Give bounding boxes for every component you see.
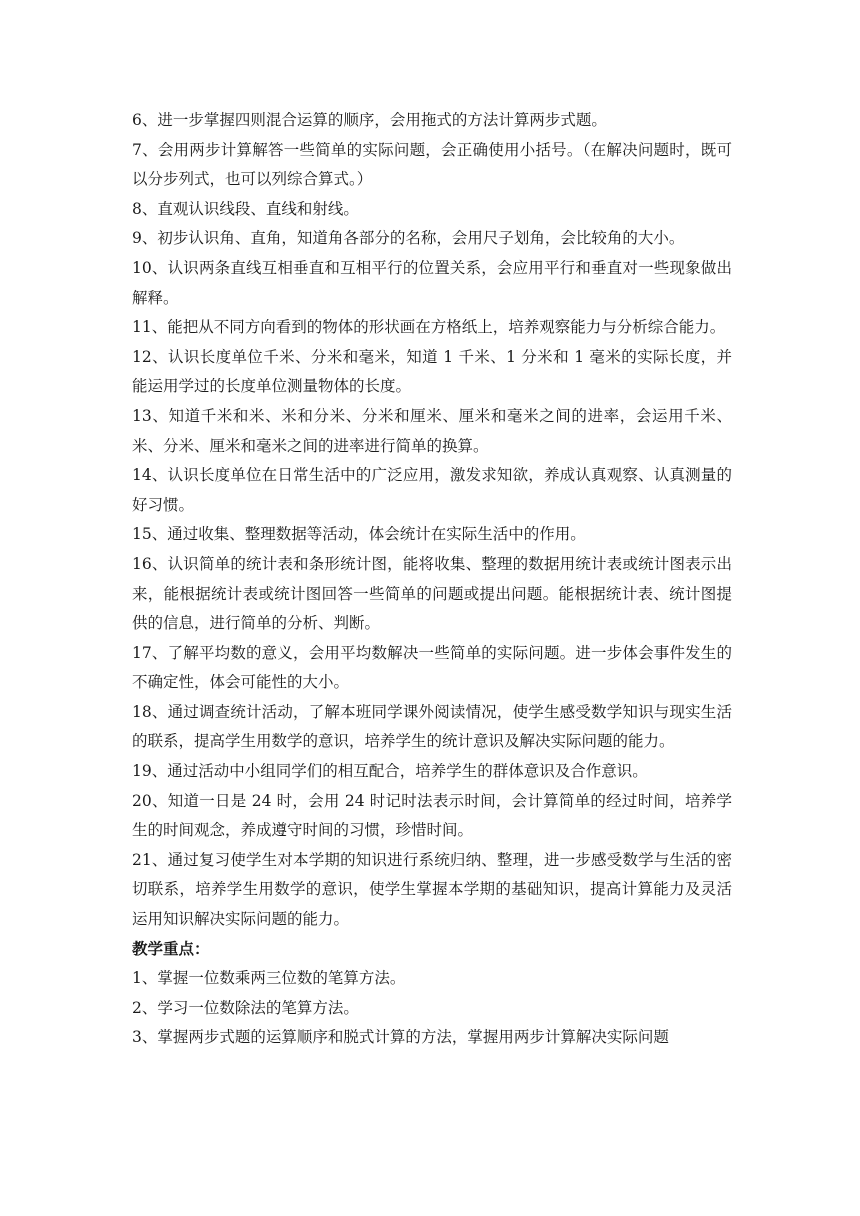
objective-16: 16、认识简单的统计表和条形统计图，能将收集、整理的数据用统计表或统计图表示出来，能根据统计表或统计图回答一些简单的问题或提出问题。能根据统计表、统计图提供的信息，进行简单的分析、判断。: [132, 554, 732, 633]
objective-7: 7、会用两步计算解答一些简单的实际问题，会正确使用小括号。（在解决问题时，既可以分步列式，也可以列综合算式。）: [132, 140, 732, 189]
objective-15: 15、通过收集、整理数据等活动，体会统计在实际生活中的作用。: [132, 525, 586, 544]
document-body: [132, 106, 732, 1053]
objective-18: 18、通过调查统计活动，了解本班同学课外阅读情况，使学生感受数学知识与现实生活的联系，提高学生用数学的意识，培养学生的统计意识及解决实际问题的能力。: [132, 702, 732, 751]
objective-21: 21、通过复习使学生对本学期的知识进行系统归纳、整理，进一步感受数学与生活的密切联系，培养学生用数学的意识，使学生掌握本学期的基础知识，提高计算能力及灵活运用知识解决实际问题的能力。: [132, 850, 732, 929]
objective-9: 9、初步认识角、直角，知道角各部分的名称，会用尺子划角，会比较角的大小。: [132, 229, 685, 248]
objective-13: 13、知道千米和米、米和分米、分米和厘米、厘米和毫米之间的进率，会运用千米、米、分米、厘米和毫米之间的进率进行简单的换算。: [132, 406, 732, 455]
objective-14: 14、认识长度单位在日常生活中的广泛应用，激发求知欲，养成认真观察、认真测量的好习惯。: [132, 466, 732, 514]
objective-19: 19、通过活动中小组同学们的相互配合，培养学生的群体意识及合作意识。: [132, 762, 648, 781]
key-point-1: 1、掌握一位数乘两三位数的笔算方法。: [132, 969, 406, 988]
objective-12: 12、认识长度单位千米、分米和毫米，知道 1 千米、1 分米和 1 毫米的实际长度，并能运用学过的长度单位测量物体的长度。: [132, 347, 732, 396]
key-points-heading: 教学重点：: [132, 939, 210, 958]
objective-11: 11、能把从不同方向看到的物体的形状画在方格纸上，培养观察能力与分析综合能力。: [132, 318, 726, 337]
objective-10: 10、认识两条直线互相垂直和互相平行的位置关系，会应用平行和垂直对一些现象做出解释。: [132, 258, 732, 307]
key-point-3: 3、掌握两步式题的运算顺序和脱式计算的方法，掌握用两步计算解决实际问题: [132, 1028, 669, 1047]
objective-8: 8、直观认识线段、直线和射线。: [132, 199, 359, 218]
key-point-2: 2、学习一位数除法的笔算方法。: [132, 998, 359, 1017]
objective-17: 17、了解平均数的意义，会用平均数解决一些简单的实际问题。进一步体会事件发生的不确定性，体会可能性的大小。: [132, 643, 732, 692]
objective-6: 6、进一步掌握四则混合运算的顺序，会用拖式的方法计算两步式题。: [132, 111, 607, 129]
objective-20: 20、知道一日是 24 时，会用 24 时记时法表示时间，会计算简单的经过时间，培养学生的时间观念，养成遵守时间的习惯，珍惜时间。: [132, 791, 732, 840]
